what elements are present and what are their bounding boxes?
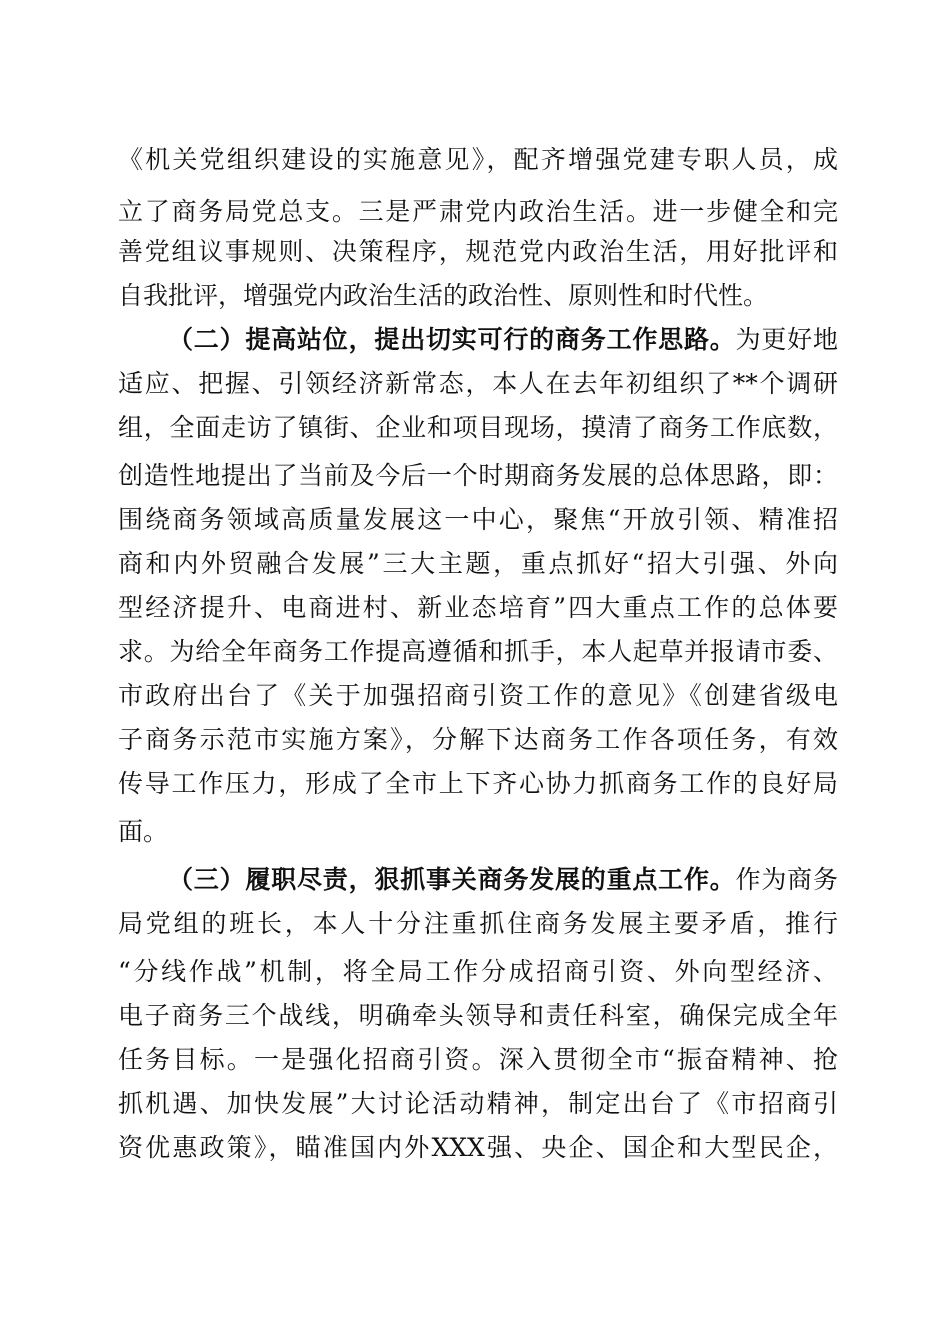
text-line: 抓机遇、加快发展”大讨论活动精神，制定出台了《市招商引 — [118, 1089, 838, 1118]
text-line: 资优惠政策》，瞄准国内外XXX强、央企、国企和大型民企， — [118, 1133, 838, 1162]
text-line: 围绕商务领域高质量发展这一中心，聚焦“开放引领、精准招 — [118, 505, 838, 534]
text-line: 电子商务三个战线，明确牵头领导和责任科室，确保完成全年 — [118, 1001, 838, 1030]
text-line: 任务目标。一是强化招商引资。深入贯彻全市“振奋精神、抢 — [118, 1045, 838, 1074]
text-line: 组，全面走访了镇街、企业和项目现场，摸清了商务工作底数， — [118, 413, 838, 442]
text-line: 传导工作压力，形成了全市上下齐心协力抓商务工作的良好局 — [118, 769, 838, 798]
text-line: 适应、把握、引领经济新常态，本人在去年初组织了**个调研 — [118, 369, 838, 398]
text-line: 《机关党组织建设的实施意见》，配齐增强党建专职人员，成 — [118, 145, 838, 174]
text-line: 面。 — [118, 817, 169, 846]
text-line: 局党组的班长，本人十分注重抓住商务发展主要矛盾，推行 — [118, 909, 838, 938]
section-heading-line — [168, 858, 838, 902]
text-line: 求。为给全年商务工作提高遵循和抓手，本人起草并报请市委、 — [118, 637, 838, 666]
text-line: 自我批评，增强党内政治生活的政治性、原则性和时代性。 — [118, 281, 769, 310]
text-line: 市政府出台了《关于加强招商引资工作的意见》《创建省级电 — [118, 681, 838, 710]
section-heading: （二）提高站位，提出切实可行的商务工作思路。 — [168, 325, 736, 354]
text-line: “分线作战”机制，将全局工作分成招商引资、外向型经济、 — [118, 957, 838, 986]
text-line: 子商务示范市实施方案》，分解下达商务工作各项任务，有效 — [118, 725, 838, 754]
text-fragment: 作为商务 — [735, 865, 838, 894]
text-fragment: 为更好地 — [735, 325, 838, 354]
text-line: 立了商务局党总支。三是严肃党内政治生活。进一步健全和完 — [118, 197, 838, 226]
text-line: 商和内外贸融合发展”三大主题，重点抓好“招大引强、外向 — [118, 549, 838, 578]
section-heading-line — [168, 318, 838, 362]
text-line: 型经济提升、电商进村、新业态培育”四大重点工作的总体要 — [118, 593, 838, 622]
text-line: 善党组议事规则、决策程序，规范党内政治生活，用好批评和 — [118, 237, 838, 266]
section-heading: （三）履职尽责，狠抓事关商务发展的重点工作。 — [168, 865, 736, 894]
text-line: 创造性地提出了当前及今后一个时期商务发展的总体思路，即： — [118, 461, 838, 490]
